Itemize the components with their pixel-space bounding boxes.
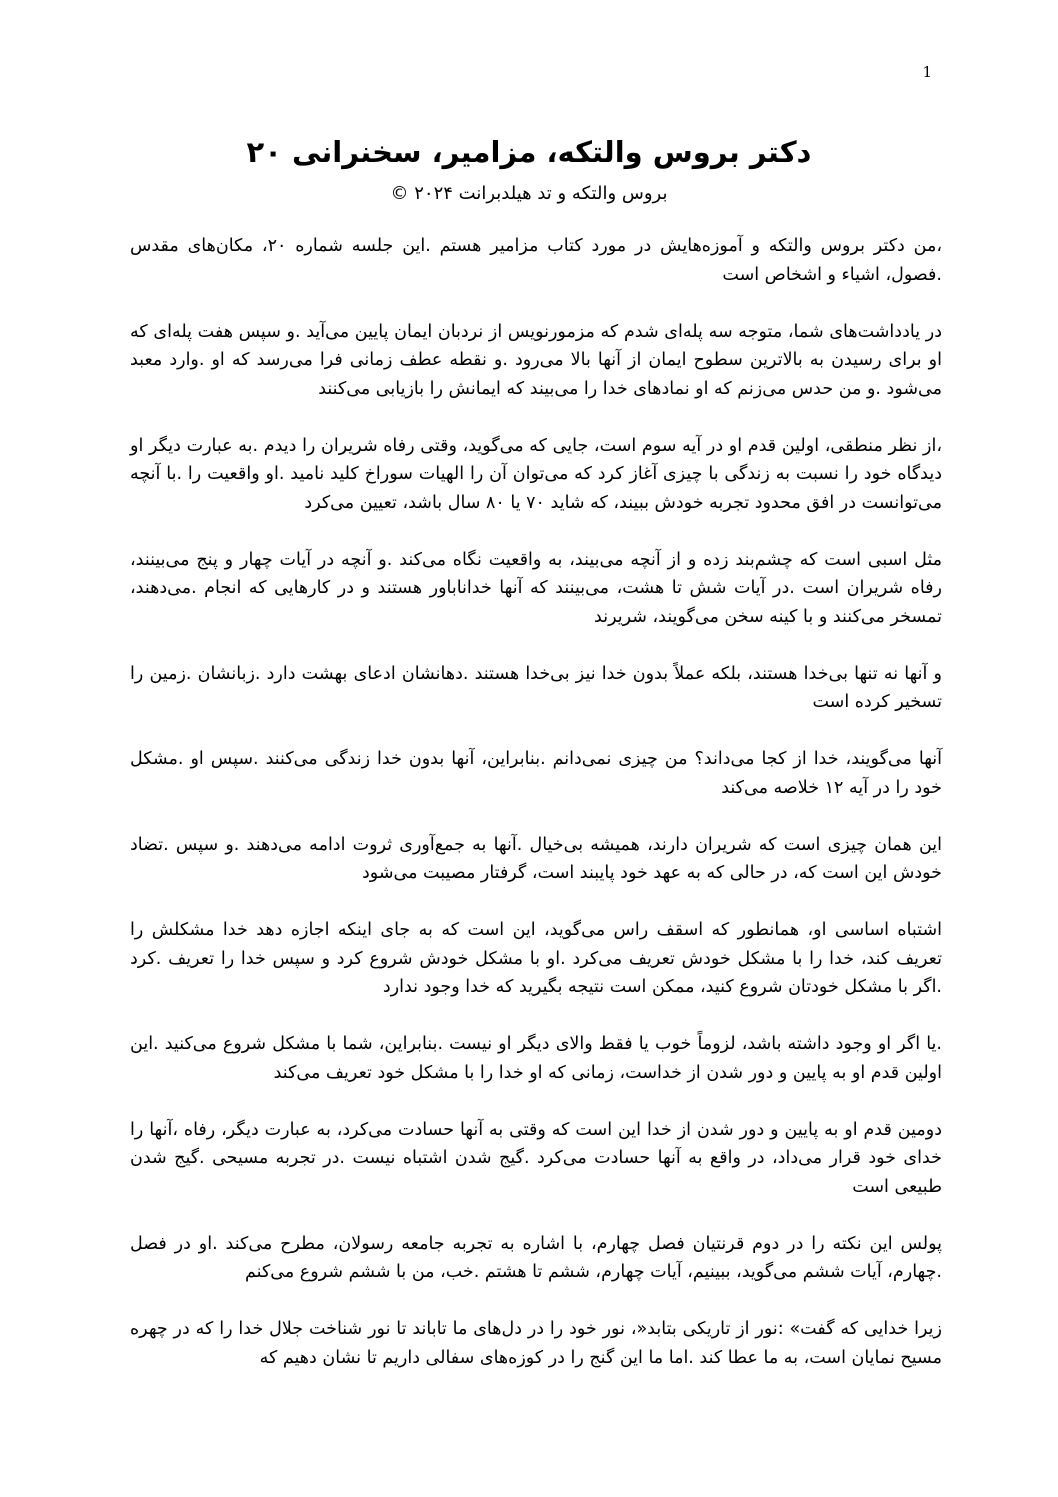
paragraph: .یا اگر او وجود داشته باشد، لزوماً خوب یا فقط والای دیگر او نیست .بنابراین، شما با مشکل شروع می‌کنید .این اولین قدم او به پایین و دور شدن از خداست، زمانی که او خدا را با مشکل خود تعریف می‌کند [130, 1034, 942, 1083]
paragraph: مثل اسبی است که چشم‌بند زده و از آنچه می‌بیند، به واقعیت نگاه می‌کند .و آنچه در آیات چهار و پنج می‌بینند، رفاه شریران است .در آیات شش تا هشت، می‌بینند که آنها خداناباور هستند و در کارهایی که انجام .می‌دهند، تمسخر می‌کنند و با کینه سخن می‌گویند، شریرند [130, 549, 942, 627]
document-body [130, 232, 942, 1401]
paragraph: دومین قدم او به پایین و دور شدن از خدا این است که وقتی به آنها حسادت می‌کرد، به عبارت دیگر، رفاه ،آنها را خدای خود قرار می‌داد، در واقع به آنها حسادت می‌کرد .گیج شدن اشتباه نیست .در تجربه مسیحی .گیج شدن طبیعی است [130, 1119, 942, 1197]
paragraph: آنها می‌گویند، خدا از کجا می‌داند؟ من چیزی نمی‌دانم .بنابراین، آنها بدون خدا زندگی می‌کنند .سپس او .مشکل خود را در آیه ۱۲ خلاصه می‌کند [130, 749, 942, 798]
page-number: 1 [922, 63, 932, 81]
paragraph: این همان چیزی است که شریران دارند، همیشه بی‌خیال .آنها به جمع‌آوری ثروت ادامه می‌دهند .و سپس .تضاد خودش این است که، در حالی که به عهد خود پایبند است، گرفتار مصیبت می‌شود [130, 834, 942, 883]
paragraph: ،از نظر منطقی، اولین قدم او در آیه سوم است، جایی که می‌گوید، وقتی رفاه شریران را دیدم .به عبارت دیگر او دیدگاه خود را نسبت به زندگی با چیزی آغاز کرد که می‌توان آن را الهیات سوراخ کلید نامید .او واقعیت را .با آنچه می‌توانست در افق محدود تجربه خودش ببیند، که شاید ۷۰ یا ۸۰ سال باشد، تعیین می‌کرد [130, 435, 942, 513]
paragraph: اشتباه اساسی او، همانطور که اسقف راس می‌گوید، این است که به جای اینکه اجازه دهد خدا مشکلش را تعریف کند، خدا را با مشکل خودش تعریف می‌کرد .او با مشکل خودش شروع کرد و سپس خدا را تعریف .کرد .اگر با مشکل خودتان شروع کنید، ممکن است نتیجه بگیرید که خدا وجود ندارد [130, 920, 942, 997]
paragraph: پولس این نکته را در دوم قرنتیان فصل چهارم، با اشاره به تجربه جامعه رسولان، مطرح می‌کند .او در فصل .چهارم، آیات ششم می‌گوید، ببینیم، آیات چهارم، ششم تا هشتم .خب، من با ششم شروع می‌کنم [130, 1233, 942, 1282]
paragraph: ،من دکتر بروس والتکه و آموزه‌هایش در مورد کتاب مزامیر هستم .این جلسه شماره ۲۰، مکان‌های مقدس .فصول، اشیاء و اشخاص است [130, 236, 942, 285]
document-title: دکتر بروس والتکه، مزامیر، سخنرانی ۲۰ [246, 135, 812, 169]
paragraph: در یادداشت‌های شما، متوجه سه پله‌ای شدم که مزمورنویس از نردبان ایمان پایین می‌آید .و سپس هفت پله‌ای که او برای رسیدن به بالاترین سطوح ایمان از آنها بالا می‌رود .و نقطه عطف زمانی فرا می‌رسد که او .وارد معبد می‌شود .و من حدس می‌زنم که او نمادهای خدا را می‌بیند که ایمانش را بازیابی می‌کنند [130, 321, 942, 399]
paragraph: زیرا خدایی که گفت» :نور از تاریکی بتابد«، نور خود را در دل‌های ما تاباند تا نور شناخت جلال خدا را که در چهره مسیح نمایان است، به ما عطا کند .اما ما این گنج را در کوزه‌های سفالی داریم تا نشان دهیم که [130, 1319, 942, 1368]
document-subtitle: بروس والتکه و تد هیلدبرانت ۲۰۲۴ © [390, 183, 668, 204]
paragraph: و آنها نه تنها بی‌خدا هستند، بلکه عملاً بدون خدا نیز بی‌خدا هستند .دهانشان ادعای بهشت دارد .زبانشان .زمین را تسخیر کرده است [130, 663, 942, 712]
